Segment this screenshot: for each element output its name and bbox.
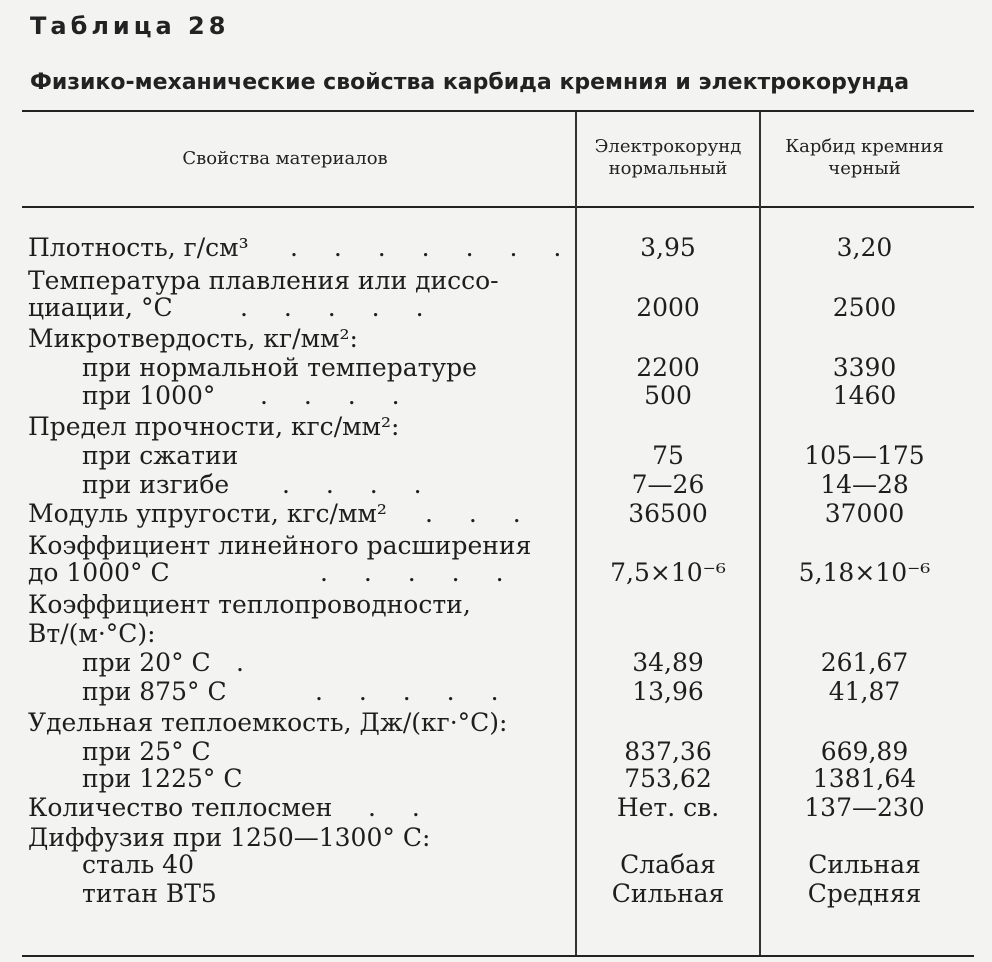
table-row <box>0 879 992 909</box>
table-row <box>0 441 992 471</box>
table-title: Физико-механические свойства карбида кремния и электрокорунда <box>30 70 910 95</box>
row-dots: . . . . <box>282 470 436 499</box>
row-label: Микротвердость, кг/мм²: <box>28 324 358 353</box>
value-electrocorundum: 3,95 <box>640 233 696 262</box>
row-label: при 875° С <box>82 677 227 706</box>
header-electrocorundum-line2: нормальный <box>608 158 728 179</box>
row-label: Диффузия при 1250—1300° С: <box>28 823 431 852</box>
row-label: циации, °С <box>28 293 173 322</box>
row-label: при 1000° <box>82 381 216 410</box>
value-silicon-carbide: Средняя <box>807 879 922 908</box>
row-label: при 1225° С <box>82 764 243 793</box>
table-row <box>0 850 992 880</box>
header-bottom-rule <box>22 206 974 208</box>
table-bottom-rule <box>22 955 974 957</box>
row-label: Предел прочности, кгс/мм²: <box>28 412 400 441</box>
row-label: Вт/(м·°С): <box>28 619 156 648</box>
table-row <box>0 558 992 588</box>
table-row <box>0 353 992 383</box>
table-row <box>0 470 992 500</box>
row-label: Температура плавления или диссо- <box>28 266 499 295</box>
row-dots: . . . <box>425 499 535 528</box>
row-label: Коэффициент теплопроводности, <box>28 590 471 619</box>
row-label: Плотность, г/см³ <box>28 233 249 262</box>
value-electrocorundum: 500 <box>644 381 692 410</box>
row-label: титан ВТ5 <box>82 879 217 908</box>
row-label: до 1000° С <box>28 558 170 587</box>
value-silicon-carbide: 37000 <box>824 499 905 528</box>
value-electrocorundum: Слабая <box>620 850 716 879</box>
table-row <box>0 793 992 823</box>
row-dots: . . . . . <box>240 293 438 322</box>
row-label: при сжатии <box>82 441 239 470</box>
row-label: Количество теплосмен <box>28 793 333 822</box>
value-electrocorundum: 75 <box>652 441 684 470</box>
table-row <box>0 412 992 442</box>
value-electrocorundum: 13,96 <box>632 677 704 706</box>
row-dots: . . <box>368 793 434 822</box>
header-silicon-carbide-line1: Карбид кремния <box>785 136 944 157</box>
value-electrocorundum: 7,5×10⁻⁶ <box>610 558 726 587</box>
table-row <box>0 293 992 323</box>
row-label: при 20° С <box>82 648 211 677</box>
value-silicon-carbide: 261,67 <box>820 648 909 677</box>
value-electrocorundum: Нет. св. <box>616 793 720 822</box>
value-electrocorundum: 753,62 <box>624 764 712 793</box>
row-label: при изгибе <box>82 470 230 499</box>
row-label: сталь 40 <box>82 850 194 879</box>
table-row <box>0 823 992 853</box>
row-label: при нормальной температуре <box>82 353 477 382</box>
value-silicon-carbide: 3,20 <box>836 233 893 262</box>
row-label: при 25° С <box>82 737 211 766</box>
header-silicon-carbide <box>762 136 967 180</box>
value-silicon-carbide: 2500 <box>832 293 897 322</box>
value-electrocorundum: Сильная <box>611 879 725 908</box>
value-electrocorundum: 2200 <box>636 353 700 382</box>
table-row <box>0 677 992 707</box>
value-electrocorundum: 2000 <box>636 293 700 322</box>
header-electrocorundum <box>578 136 758 180</box>
value-silicon-carbide: 3390 <box>832 353 897 382</box>
table-row <box>0 233 992 263</box>
table-row <box>0 708 992 738</box>
header-properties: Свойства материалов <box>182 148 388 169</box>
row-dots: . . . . . <box>320 558 518 587</box>
value-silicon-carbide: 669,89 <box>820 737 909 766</box>
value-silicon-carbide: 1460 <box>832 381 897 410</box>
table-row <box>0 499 992 529</box>
table-row <box>0 266 992 296</box>
value-silicon-carbide: 41,87 <box>828 677 901 706</box>
header-electrocorundum-line1: Электрокорунд <box>594 136 742 157</box>
table-row <box>0 324 992 354</box>
value-silicon-carbide: 105—175 <box>804 441 925 470</box>
table-row <box>0 590 992 620</box>
row-dots: . . . . <box>260 381 414 410</box>
row-label: Модуль упругости, кгс/мм² <box>28 499 387 528</box>
value-electrocorundum: 7—26 <box>631 470 705 499</box>
row-dots: . . . . . . . <box>290 233 576 262</box>
row-dots: . <box>236 648 258 677</box>
value-electrocorundum: 36500 <box>628 499 708 528</box>
row-label: Удельная теплоемкость, Дж/(кг·°С): <box>28 708 508 737</box>
value-silicon-carbide: Сильная <box>808 850 921 879</box>
row-dots: . . . . . <box>315 677 513 706</box>
value-silicon-carbide: 14—28 <box>820 470 909 499</box>
table-row <box>0 764 992 794</box>
value-electrocorundum: 34,89 <box>632 648 704 677</box>
table-row <box>0 648 992 678</box>
value-silicon-carbide: 137—230 <box>804 793 925 822</box>
header-silicon-carbide-line2: черный <box>828 158 901 179</box>
header-top-rule <box>22 110 974 112</box>
table-row <box>0 737 992 767</box>
table-row <box>0 531 992 561</box>
table-row <box>0 381 992 411</box>
table-number: Таблица 28 <box>30 12 230 40</box>
value-silicon-carbide: 1381,64 <box>812 764 917 793</box>
value-silicon-carbide: 5,18×10⁻⁶ <box>798 558 931 587</box>
row-label: Коэффициент линейного расширения <box>28 531 532 560</box>
table-row <box>0 619 992 649</box>
value-electrocorundum: 837,36 <box>624 737 712 766</box>
